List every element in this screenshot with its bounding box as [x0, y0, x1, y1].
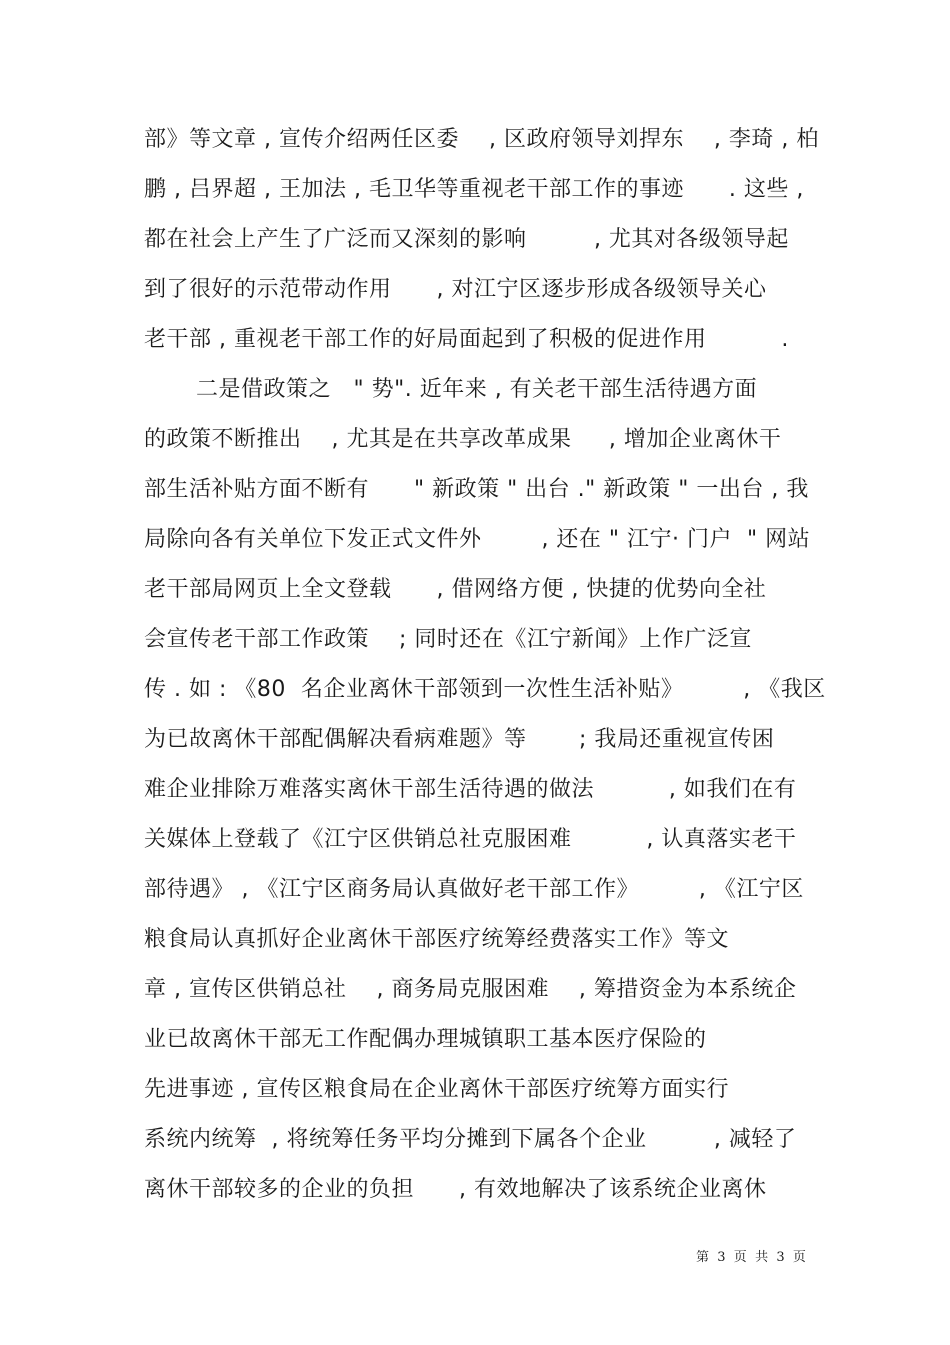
- body-text-line: 的政策不断推出 , 尤其是在共享改革成果 , 增加企业离休干: [144, 427, 782, 452]
- page-number: 第 3 页 共 3 页: [696, 1250, 806, 1265]
- body-text-line: 系统内统筹 , 将统筹任务平均分摊到下属各个企业 , 减轻了: [144, 1127, 797, 1152]
- body-text-line: 鹏 , 吕界超 , 王加法 , 毛卫华等重视老干部工作的事迹 . 这些 ,: [144, 177, 804, 202]
- paragraph-first-line: 二是借政策之 " 势". 近年来 , 有关老干部生活待遇方面: [196, 377, 758, 402]
- body-text-line: 部生活补贴方面不断有 " 新政策 " 出台 ." 新政策 " 一出台 , 我: [144, 477, 809, 502]
- body-text-line: 离休干部较多的企业的负担 , 有效地解决了该系统企业离休: [144, 1177, 767, 1202]
- body-text-line: 粮食局认真抓好企业离休干部医疗统筹经费落实工作》等文: [144, 927, 730, 952]
- body-text-line: 到了很好的示范带动作用 , 对江宁区逐步形成各级领导关心: [144, 277, 767, 302]
- body-text-line: 会宣传老干部工作政策 ; 同时还在《江宁新闻》上作广泛宣: [144, 627, 752, 652]
- body-text-line: 部待遇》 , 《江宁区商务局认真做好老干部工作》 , 《江宁区: [144, 877, 804, 902]
- body-text-line: 章 , 宣传区供销总社 , 商务局克服困难 , 筹措资金为本系统企: [144, 977, 797, 1002]
- body-text-line: 老干部局网页上全文登载 , 借网络方便 , 快捷的优势向全社: [144, 577, 767, 602]
- body-text-line: 局除向各有关单位下发正式文件外 , 还在 " 江宁· 门户 " 网站: [144, 527, 811, 552]
- body-text-line: 传 . 如 : 《80 名企业离休干部领到一次性生活补贴》 , 《我区: [144, 677, 826, 702]
- body-text-line: 都在社会上产生了广泛而又深刻的影响 , 尤其对各级领导起: [144, 227, 789, 252]
- body-text-line: 先进事迹 , 宣传区粮食局在企业离休干部医疗统筹方面实行: [144, 1077, 729, 1102]
- body-text-line: 老干部 , 重视老干部工作的好局面起到了积极的促进作用 .: [144, 327, 789, 352]
- body-text-line: 业已故离休干部无工作配偶办理城镇职工基本医疗保险的: [144, 1027, 707, 1052]
- body-text-line: 关媒体上登载了《江宁区供销总社克服困难 , 认真落实老干: [144, 827, 797, 852]
- body-text-line: 为已故离休干部配偶解决看病难题》等 ; 我局还重视宣传困: [144, 727, 775, 752]
- body-text-line: 部》等文章 , 宣传介绍两任区委 , 区政府领导刘捍东 , 李琦 , 柏: [144, 127, 819, 152]
- body-text-line: 难企业排除万难落实离休干部生活待遇的做法 , 如我们在有: [144, 777, 797, 802]
